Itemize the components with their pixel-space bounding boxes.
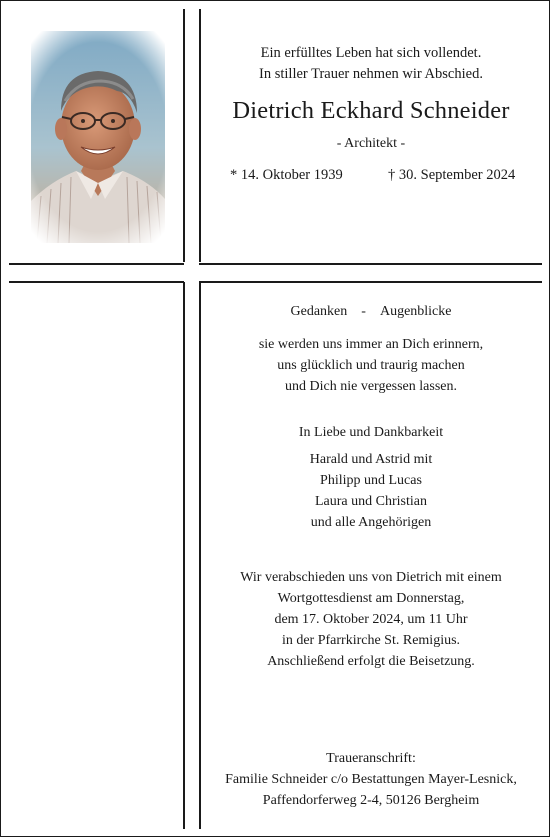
family-list <box>206 449 536 533</box>
death-date: † 30. September 2024 <box>388 167 516 183</box>
thoughts-right: Augenblicke <box>379 304 452 319</box>
cross-line-vertical-lower-left <box>183 282 185 829</box>
family-line: Laura und Christian <box>315 494 427 509</box>
cross-line-vertical-upper-right <box>199 9 201 262</box>
cross-line-horizontal-upper-right <box>199 263 542 265</box>
love-line: In Liebe und Dankbarkeit <box>298 425 444 440</box>
service-line: Wortgottesdienst am Donnerstag, <box>277 591 465 606</box>
address-line: Familie Schneider c/o Bestattungen Mayer-Lesnick, <box>225 772 517 787</box>
poem <box>206 334 536 397</box>
deceased-name: Dietrich Eckhard Schneider <box>232 97 510 124</box>
intro-text <box>206 43 536 85</box>
portrait-photo <box>31 31 165 243</box>
service-line: in der Pfarrkirche St. Remigius. <box>281 633 461 648</box>
intro-line: Ein erfülltes Leben hat sich vollendet. <box>260 45 482 61</box>
cross-line-horizontal-lower-left <box>9 281 184 283</box>
service-announcement <box>206 567 536 672</box>
cross-line-vertical-lower-right <box>199 282 201 829</box>
thoughts-separator: - <box>361 304 366 319</box>
birth-date: * 14. Oktober 1939 <box>230 167 343 183</box>
family-line: Harald und Astrid mit <box>309 452 433 467</box>
family-line: Philipp und Lucas <box>320 473 422 488</box>
service-line: Wir verabschieden uns von Dietrich mit einem <box>240 570 502 585</box>
service-line: dem 17. Oktober 2024, um 11 Uhr <box>274 612 468 627</box>
address-line: Traueranschrift: <box>326 751 416 766</box>
poem-line: sie werden uns immer an Dich erinnern, <box>258 337 484 352</box>
address-line: Paffendorferweg 2-4, 50126 Bergheim <box>262 793 480 808</box>
poem-line: und Dich nie vergessen lassen. <box>285 379 457 394</box>
cross-line-horizontal-upper-left <box>9 263 184 265</box>
thoughts-heading <box>206 304 536 320</box>
cross-line-horizontal-lower-right <box>199 281 542 283</box>
service-line: Anschließend erfolgt die Beisetzung. <box>267 654 475 669</box>
profession: - Architekt - <box>336 136 406 151</box>
intro-line: In stiller Trauer nehmen wir Abschied. <box>259 66 483 82</box>
condolence-address <box>201 748 541 811</box>
family-line: und alle Angehörigen <box>310 515 432 530</box>
cross-line-vertical-upper-left <box>183 9 185 262</box>
thoughts-left: Gedanken <box>290 304 348 319</box>
poem-line: uns glücklich und traurig machen <box>277 358 465 373</box>
